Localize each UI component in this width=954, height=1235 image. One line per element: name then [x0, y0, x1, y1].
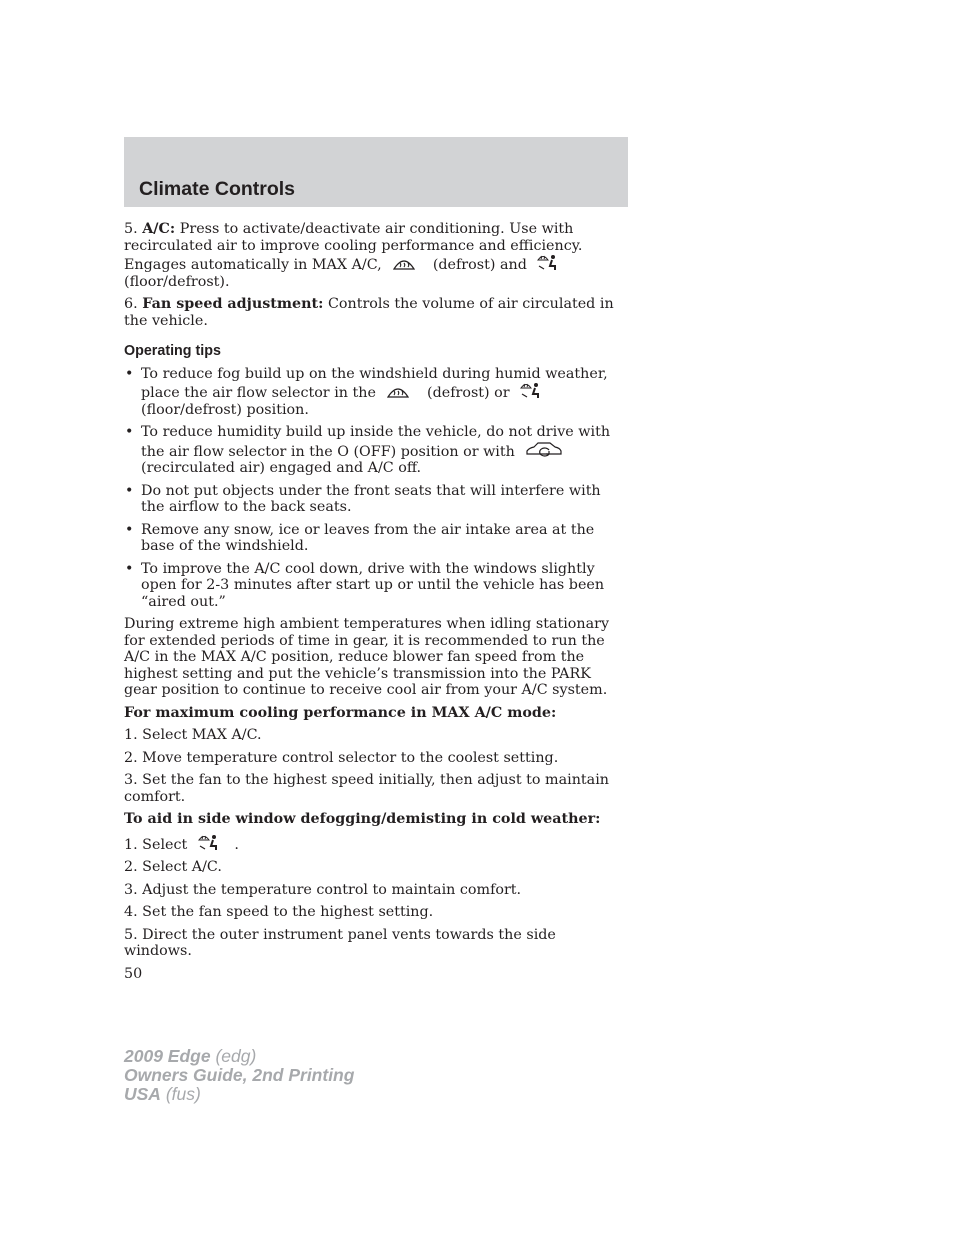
section-header [124, 137, 628, 207]
defog-step-5: 5. Direct the outer instrument panel vents towards the side windows. [124, 926, 556, 959]
footer-line-1: 2009 Edge (edg) [124, 1046, 257, 1066]
item-ac: 5. A/C: Press to activate/deactivate air conditioning. Use with recirculated air to improve cooling performance and efficiency. Engages automatically in MAX A/C, (defrost) and (floor/defrost). [124, 221, 583, 290]
list-item: • To improve the A/C cool down, drive with the windows slightly open for 2-3 minutes after start up or until the vehicle has been “aired out.” [124, 561, 628, 611]
floor-defrost-icon [198, 834, 218, 852]
footer-line-3: USA (fus) [124, 1084, 201, 1104]
item-fan-speed: 6. Fan speed adjustment: Controls the volume of air circulated in the vehicle. [124, 296, 614, 329]
floor-defrost-icon [537, 254, 557, 272]
windshield-defrost-icon [392, 256, 416, 272]
operating-tips-heading: Operating tips [124, 343, 221, 359]
defog-step-4: 4. Set the fan speed to the highest setting. [124, 904, 434, 920]
max-cooling-step-2: 2. Move temperature control selector to the coolest setting. [124, 749, 559, 766]
max-cooling-heading: For maximum cooling performance in MAX A/C mode: [124, 704, 557, 721]
max-cooling-step-1: 1. Select MAX A/C. [124, 727, 262, 743]
operating-tips-list [124, 366, 628, 611]
windshield-defrost-icon [386, 384, 410, 400]
max-cooling-step-3: 3. Set the fan to the highest speed initially, then adjust to maintain comfort. [124, 772, 609, 805]
defog-step-1: 1. Select . [124, 834, 628, 854]
list-item: • Do not put objects under the front seats that will interfere with the airflow to the back seats. [124, 483, 628, 516]
high-temperature-paragraph: During extreme high ambient temperatures when idling stationary for extended periods of time in gear, it is recommended to run the A/C in the MAX A/C position, reduce blower fan speed from the highest setting and put the vehicle’s transmission into the PARK gear position to continue to receive cool air from your A/C system. [124, 616, 610, 698]
footer-line-2: Owners Guide, 2nd Printing [124, 1065, 355, 1085]
list-item: • To reduce humidity build up inside the vehicle, do not drive with the air flow selector in the O (OFF) position or with (recirculated air) engaged and A/C off. [124, 424, 628, 477]
list-item: • To reduce fog build up on the windshield during humid weather, place the air flow selector in the (defrost) or (floor/defrost) position. [124, 366, 628, 419]
defog-step-2: 2. Select A/C. [124, 859, 222, 875]
floor-defrost-icon [520, 382, 540, 400]
section-title: Climate Controls [139, 178, 296, 200]
document-footer [124, 1047, 354, 1104]
defog-heading: To aid in side window defogging/demisting in cold weather: [124, 811, 601, 827]
page-number: 50 [124, 965, 143, 982]
recirculated-air-icon [525, 441, 563, 459]
defog-step-3: 3. Adjust the temperature control to maintain comfort. [124, 881, 522, 898]
list-item: • Remove any snow, ice or leaves from the air intake area at the base of the windshield. [124, 522, 628, 555]
page-content [124, 221, 628, 988]
